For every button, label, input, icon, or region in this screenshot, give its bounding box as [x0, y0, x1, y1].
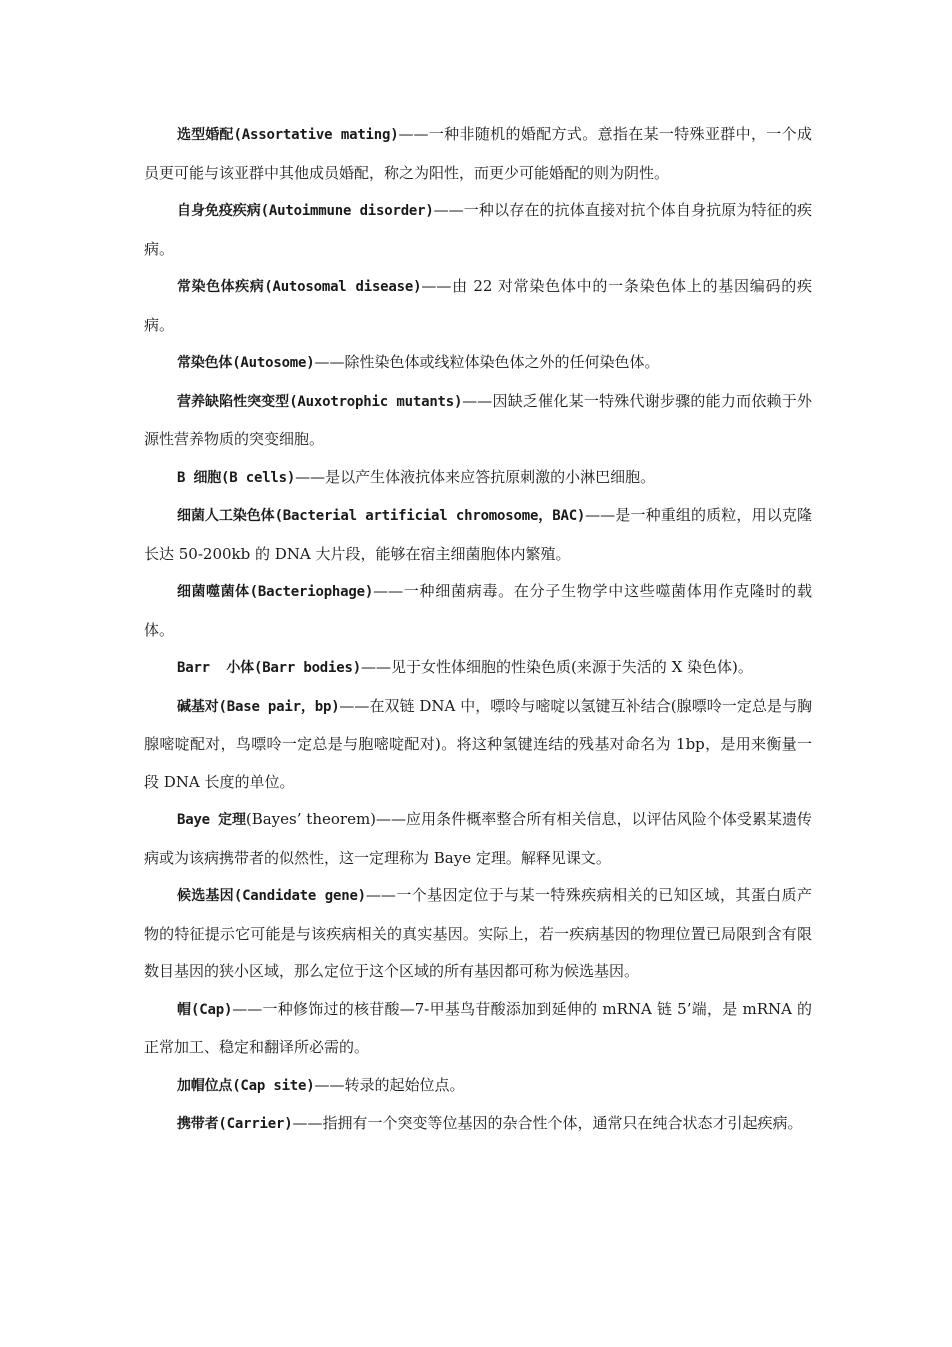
entry-definition: ——一种修饰过的核苷酸—7-甲基鸟苷酸添加到延伸的 mRNA 链 5’端，是 mRNA 的正常加工、稳定和翻译所必需的。: [144, 999, 812, 1056]
glossary-entry-autosomal-disease: [144, 268, 812, 344]
entry-definition: ——在双链 DNA 中，嘌呤与嘧啶以氢键互补结合(腺嘌呤一定总是与胸腺嘧啶配对，鸟嘌呤一定总是与胞嘧啶配对)。将这种氢键连结的残基对命名为 1bp，是用来衡量一段 DNA 长度的单位。: [144, 696, 812, 791]
entry-definition: ——因缺乏催化某一特殊代谢步骤的能力而依赖于外源性营养物质的突变细胞。: [144, 391, 812, 448]
entry-term: 携带者(Carrier): [177, 1116, 293, 1132]
entry-definition: ——一个基因定位于与某一特殊疾病相关的已知区域，其蛋白质产物的特征提示它可能是与该疾病相关的真实基因。实际上，若一疾病基因的物理位置已局限到含有限数目基因的狭小区域，那么定位于这个区域的所有基因都可称为候选基因。: [144, 886, 812, 980]
entry-definition: ——一种细菌病毒。在分子生物学中这些噬菌体用作克隆时的载体。: [144, 582, 812, 639]
glossary-entry-candidate-gene: [144, 877, 812, 991]
entry-term: 常染色体(Autosome): [177, 355, 315, 371]
glossary-entry-barr-bodies: [144, 649, 812, 688]
entry-term: 加帽位点(Cap site): [177, 1077, 315, 1094]
entry-definition: ——是以产生体液抗体来应答抗原刺激的小淋巴细胞。: [295, 467, 656, 486]
entry-term: 候选基因(Candidate gene): [177, 888, 366, 904]
glossary-entry-cap-site: [144, 1067, 812, 1106]
glossary-entry-base-pair: [144, 688, 812, 802]
entry-definition: ——由 22 对常染色体中的一条染色体上的基因编码的疾病。: [144, 277, 812, 334]
glossary-entry-bac: [144, 497, 812, 573]
glossary-entry-autoimmune-disorder: [144, 192, 812, 268]
entry-definition: ——指拥有一个突变等位基因的杂合性个体，通常只在纯合状态才引起疾病。: [292, 1114, 803, 1132]
glossary-entry-bacteriophage: [144, 573, 812, 649]
entry-term: 选型婚配(Assortative mating): [177, 127, 399, 143]
entry-definition: ——一种以存在的抗体直接对抗个体自身抗原为特征的疾病。: [144, 201, 812, 258]
glossary-entry-assortative-mating: [144, 116, 812, 192]
glossary-entry-autosome: [144, 344, 812, 383]
entry-term: Baye 定理: [177, 812, 246, 828]
document-page: [144, 116, 812, 1144]
entry-term: Barr 小体(Barr bodies): [177, 660, 361, 676]
entry-definition: ——除性染色体或线粒体染色体之外的任何染色体。: [314, 353, 660, 371]
entry-term: 细菌噬菌体(Bacteriophage): [177, 584, 374, 600]
entry-term: 自身免疫疾病(Autoimmune disorder): [177, 203, 434, 219]
entry-term: 帽(Cap): [177, 1001, 233, 1018]
entry-term: 碱基对(Base pair，bp): [177, 698, 340, 715]
entry-definition: ——一种非随机的婚配方式。意指在某一特殊亚群中，一个成员更可能与该亚群中其他成员婚配，称之为阳性，而更少可能婚配的则为阴性。: [144, 125, 812, 182]
entry-definition: ——见于女性体细胞的性染色质(来源于失活的 X 染色体)。: [360, 658, 753, 676]
glossary-entry-auxotrophic-mutants: [144, 383, 812, 459]
entry-definition: (Bayes’ theorem)——应用条件概率整合所有相关信息，以评估风险个体受累某遗传病或为该病携带者的似然性，这一定理称为 Baye 定理。解释见课文。: [144, 810, 813, 867]
glossary-entry-bayes-theorem: [144, 801, 812, 877]
glossary-entry-b-cells: [144, 459, 812, 498]
glossary-entry-cap: [144, 991, 812, 1067]
entry-term: 常染色体疾病(Autosomal disease): [177, 279, 422, 295]
entry-term: 营养缺陷性突变型(Auxotrophic mutants): [177, 393, 463, 410]
glossary-entry-carrier: [144, 1105, 812, 1144]
entry-definition: ——转录的起始位点。: [314, 1075, 465, 1094]
entry-definition: ——是一种重组的质粒，用以克隆长达 50-200kb 的 DNA 大片段，能够在宿主细菌胞体内繁殖。: [144, 506, 812, 563]
entry-term: 细菌人工染色体(Bacterial artificial chromosome，BAC): [177, 508, 586, 524]
entry-term: B 细胞(B cells): [177, 469, 296, 486]
